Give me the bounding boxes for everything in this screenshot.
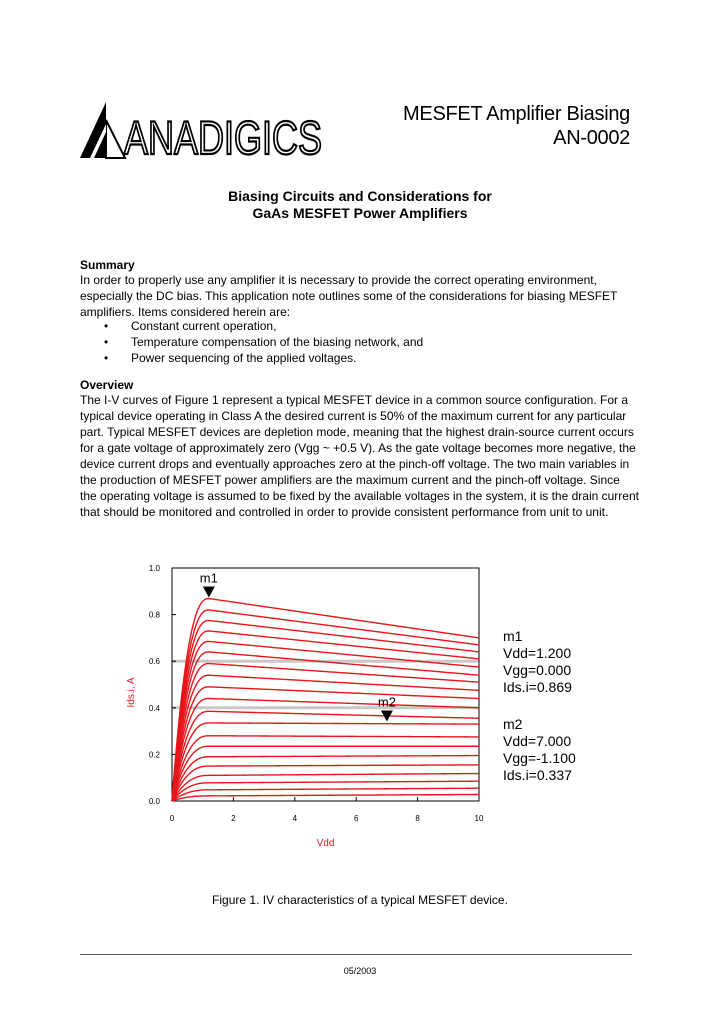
- marker-triangle: [203, 587, 215, 598]
- y-tick-label: 0.6: [148, 657, 160, 667]
- readout-line: Ids.i=0.337: [503, 767, 572, 783]
- x-axis-label: Vdd: [316, 838, 335, 849]
- text-line: that should be monitored and controlled in order to provide consistent performance from unit to unit.: [80, 505, 609, 519]
- y-tick-label: 0.8: [148, 610, 160, 620]
- list-item-text: Power sequencing of the applied voltages.: [131, 351, 357, 365]
- y-tick-label: 0.0: [148, 797, 160, 806]
- y-tick-label: 0.4: [148, 703, 160, 713]
- marker-m2-readout: [503, 716, 576, 784]
- list-item: [104, 334, 604, 350]
- text-line: part. Typical MESFET devices are depletion mode, meaning that the highest drain-source current occurs: [80, 425, 634, 439]
- footer-divider: [80, 954, 632, 955]
- iv-chart: [120, 560, 600, 860]
- readout-line: Vdd=7.000: [503, 733, 572, 749]
- iv-curve: [172, 610, 479, 801]
- text-line: the operating voltage is assumed to be fixed by the available voltages in the system, it is the drain current: [80, 489, 639, 503]
- main-heading-line-2: GaAs MESFET Power Amplifiers: [252, 205, 468, 221]
- readout-line: Vgg=0.000: [503, 662, 572, 678]
- list-item: [104, 318, 604, 334]
- bullet-glyph: •: [104, 335, 109, 349]
- iv-curve: [172, 687, 479, 801]
- list-item-text: Constant current operation,: [131, 319, 277, 333]
- readout-line: Ids.i=0.869: [503, 679, 572, 695]
- footer-date: 05/2003: [343, 966, 377, 976]
- x-tick-label: 10: [474, 814, 484, 823]
- overview-title: Overview: [80, 378, 134, 392]
- y-tick-label: 1.0: [148, 564, 160, 573]
- document-title: MESFET Amplifier Biasing: [403, 103, 630, 125]
- x-tick-label: 8: [415, 814, 420, 823]
- iv-curve: [172, 652, 479, 801]
- x-tick-label: 2: [231, 814, 236, 823]
- marker-label: m2: [377, 694, 396, 710]
- readout-line: Vgg=-1.100: [503, 750, 576, 766]
- x-tick-label: 0: [169, 814, 175, 823]
- readout-line: Vdd=1.200: [503, 645, 572, 661]
- iv-curve: [172, 781, 479, 801]
- anadigics-logo: [80, 100, 325, 164]
- y-tick-label: 0.2: [148, 750, 160, 760]
- list-item: [104, 350, 604, 366]
- text-line: amplifiers. Items considered herein are:: [80, 305, 291, 319]
- readout-title: m2: [503, 716, 523, 732]
- readout-title: m1: [503, 628, 523, 644]
- summary-paragraph: [80, 272, 650, 320]
- marker-label: m1: [199, 570, 218, 586]
- summary-title: Summary: [80, 258, 135, 272]
- x-tick-label: 6: [353, 814, 359, 823]
- x-tick-label: 4: [292, 814, 298, 823]
- y-axis-label: Ids.i, A: [126, 677, 137, 708]
- bullet-glyph: •: [104, 351, 109, 365]
- bullet-glyph: •: [104, 319, 109, 333]
- marker-m1-readout: [503, 628, 572, 696]
- iv-curve: [172, 774, 479, 801]
- text-line: In order to properly use any amplifier it is necessary to provide the correct operating environment,: [80, 273, 597, 287]
- overview-paragraph: [80, 392, 650, 520]
- text-line: device current drops and eventually approaches zero at the pinch-off voltage. The two main variables in: [80, 457, 630, 471]
- iv-curve: [172, 599, 479, 801]
- text-line: for a gate voltage of approximately zero (Vgg ~ +0.5 V). As the gate voltage becomes more negative, the: [80, 441, 636, 455]
- list-item-text: Temperature compensation of the biasing network, and: [131, 335, 424, 349]
- iv-curve: [172, 794, 479, 801]
- text-line: The I-V curves of Figure 1 represent a typical MESFET device in a common source configuration. For a: [80, 393, 629, 407]
- text-line: the production of MESFET power amplifiers are the maximum current and the pinch-off voltage. Since: [80, 473, 620, 487]
- iv-curve: [172, 641, 479, 801]
- text-line: especially the DC bias. This application note outlines some of the considerations for biasing MESFET: [80, 289, 618, 303]
- logo-text: ANADIGICS: [124, 111, 322, 164]
- iv-curve: [172, 664, 479, 801]
- iv-curve: [172, 736, 479, 801]
- document-number: AN-0002: [553, 127, 630, 149]
- summary-bullet-list: [104, 318, 604, 366]
- text-line: typical device operating in Class A the desired current is 50% of the maximum current for any particular: [80, 409, 627, 423]
- main-heading-line-1: Biasing Circuits and Considerations for: [228, 188, 492, 204]
- figure-caption: Figure 1. IV characteristics of a typical MESFET device.: [212, 893, 508, 907]
